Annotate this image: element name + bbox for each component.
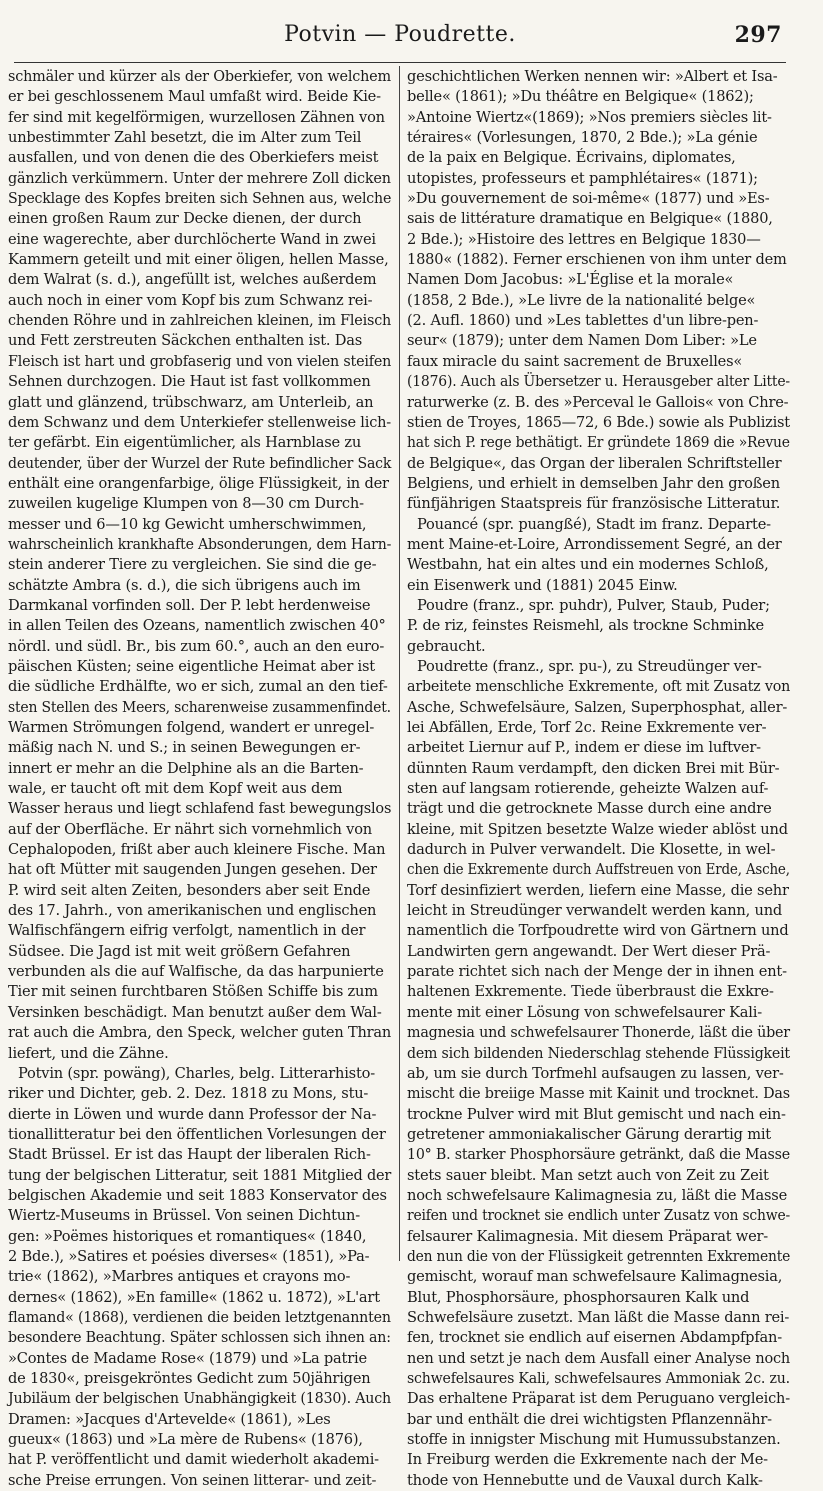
text-line: gänzlich verkümmern. Unter der mehrere Zoll dicken	[8, 169, 391, 187]
text-line: stien de Troyes, 1865—72, 6 Bde.) sowie als Publizist	[407, 413, 790, 431]
text-line: (1858, 2 Bde.), »Le livre de la nationalité belge«	[407, 291, 756, 309]
text-line: Landwirten gern angewandt. Der Wert dieser Prä-	[407, 942, 771, 960]
text-line: chenden Röhre und in zahlreichen kleinen, im Fleisch	[8, 312, 392, 330]
text-line: raturwerke (z. B. des »Perceval le Gallois« von Chre-	[407, 393, 789, 411]
text-line: liefert, und die Zähne.	[8, 1044, 169, 1062]
text-line: »Du gouvernement de soi-même« (1877) und »Es-	[407, 190, 770, 208]
text-line: Blut, Phosphorsäure, phosphorsauren Kalk und	[407, 1288, 750, 1306]
header-rule	[14, 62, 786, 63]
text-line: gen: »Poëmes historiques et romantiques« (1840,	[8, 1227, 367, 1245]
text-line: seur« (1879); unter dem Namen Dom Liber: »Le	[407, 332, 757, 350]
text-line: bar und enthält die drei wichtigsten Pflanzennähr-	[407, 1410, 772, 1428]
text-line: Jubiläum der belgischen Unabhängigkeit (1830). Auch	[8, 1390, 392, 1408]
text-line: hat P. veröffentlicht und damit wiederholt akademi-	[8, 1451, 379, 1469]
text-line: auch noch in einer vom Kopf bis zum Schwanz rei-	[8, 291, 373, 309]
text-line: Tier mit seinen furchtbaren Stößen Schiffe bis zum	[8, 983, 378, 1001]
text-line: leicht in Streudünger verwandelt werden kann, und	[407, 902, 783, 920]
text-line: Torf desinfiziert werden, liefern eine Masse, die sehr	[407, 881, 789, 899]
text-line: flamand« (1868), verdienen die beiden letztgenannten	[8, 1308, 391, 1326]
text-line: glatt und glänzend, trübschwarz, am Unterleib, an	[8, 393, 374, 411]
text-line: ein Eisenwerk und (1881) 2045 Einw.	[407, 576, 678, 594]
text-line: nen und setzt je nach dem Ausfall einer Analyse noch	[407, 1349, 791, 1367]
text-line: stets sauer bleibt. Man setzt auch von Zeit zu Zeit	[407, 1166, 769, 1184]
text-line: Pouancé (spr. puangßé), Stadt im franz. Departe-	[417, 515, 771, 533]
text-line: sten auf langsam rotierende, geheizte Walzen auf-	[407, 780, 769, 798]
text-line: (2. Aufl. 1860) und »Les tablettes d'un libre-pen-	[407, 312, 759, 330]
text-line: dernes« (1862), »En famille« (1862 u. 1872), »L'art	[8, 1288, 380, 1306]
text-line: messer und 6—10 kg Gewicht umherschwimmen,	[8, 515, 367, 533]
text-line: dierte in Löwen und wurde dann Professor der Na-	[8, 1105, 377, 1123]
text-line: Asche, Schwefelsäure, Salzen, Superphosphat, aller-	[407, 698, 788, 716]
text-line: schätzte Ambra (s. d.), die sich übrigens auch im	[8, 576, 361, 594]
text-line: unbestimmter Zahl besetzt, die im Alter zum Teil	[8, 129, 362, 147]
text-line: fer sind mit kegelförmigen, wurzellosen Zähnen von	[8, 108, 385, 126]
left-column	[8, 67, 392, 1489]
text-line: téraires« (Vorlesungen, 1870, 2 Bde.); »La génie	[407, 129, 758, 147]
text-line: fen, trocknet sie endlich auf eisernen Abdampfpfan-	[407, 1329, 782, 1347]
text-line: zuweilen kugelige Klumpen von 8—30 cm Durch-	[8, 495, 364, 513]
text-line: de 1830«, preisgekröntes Gedicht zum 50jährigen	[8, 1370, 371, 1387]
text-line: wale, er taucht oft mit dem Kopf weit aus dem	[8, 780, 343, 798]
text-line: trie« (1862), »Marbres antiques et crayons mo-	[8, 1268, 351, 1286]
text-line: trockne Pulver wird mit Blut gemischt und nach ein-	[407, 1105, 786, 1123]
text-line: Specklage des Kopfes breiten sich Sehnen aus, welche	[8, 190, 392, 208]
text-line: tionallitteratur bei den öffentlichen Vorlesungen der	[8, 1125, 386, 1143]
text-line: arbeitet Liernur auf P., indem er diese im luftver-	[407, 739, 761, 757]
right-column	[407, 67, 791, 1489]
text-line: rat auch die Ambra, den Speck, welcher guten Thran	[8, 1024, 392, 1042]
text-line: »Antoine Wiertz«(1869); »Nos premiers siècles lit-	[407, 108, 772, 126]
text-line: 2 Bde.); »Histoire des lettres en Belgique 1830—	[407, 230, 761, 248]
text-line: Fleisch ist hart und grobfaserig und von vielen steifen	[8, 352, 392, 370]
text-line: mischt die breiige Masse mit Kainit und trocknet. Das	[407, 1085, 790, 1103]
text-line: trägt und die getrocknete Masse durch eine andre	[407, 800, 772, 818]
text-line: tung der belgischen Litteratur, seit 1881 Mitglied der	[8, 1166, 392, 1184]
text-line: Darmkanal vorfinden soll. Der P. lebt herdenweise	[8, 596, 371, 614]
text-line: nördl. und südl. Br., bis zum 60.°, auch an den euro-	[8, 637, 385, 655]
text-line: 10° B. starker Phosphorsäure getränkt, daß die Masse	[407, 1146, 790, 1164]
text-line: reifen und trocknet sie endlich unter Zusatz von schwe-	[407, 1207, 790, 1225]
text-line: arbeitete menschliche Exkremente, oft mit Zusatz von	[407, 678, 791, 696]
text-line: namentlich die Torfpoudrette wird von Gärtnern und	[407, 922, 789, 940]
text-line: deutender, über der Wurzel der Rute befindlicher Sack	[8, 454, 392, 472]
text-line: auf der Oberfläche. Er nährt sich vornehmlich von	[8, 820, 372, 838]
text-line: chen die Exkremente durch Auffstreuen von Erde, Asche,	[407, 861, 790, 879]
text-line: lei Abfällen, Erde, Torf 2c. Reine Exkremente ver-	[407, 719, 767, 736]
text-line: magnesia und schwefelsaurer Thonerde, läßt die über	[407, 1024, 790, 1042]
text-line: Dramen: »Jacques d'Artevelde« (1861), »Les	[8, 1410, 331, 1428]
text-line: P. wird seit alten Zeiten, besonders aber seit Ende	[8, 881, 371, 899]
text-line: de la paix en Belgique. Écrivains, diplomates,	[407, 149, 736, 167]
text-line: kleine, mit Spitzen besetzte Walze wieder ablöst und	[407, 820, 788, 838]
page-header	[0, 22, 800, 56]
text-line: verbunden als die auf Walfische, da das harpunierte	[8, 963, 384, 981]
page-number: 297	[734, 22, 782, 48]
text-line: gebraucht.	[407, 637, 486, 655]
text-line: wahrscheinlich krankhafte Absonderungen, dem Harn-	[8, 535, 392, 553]
text-line: dünnten Raum verdampft, den dicken Brei mit Bür-	[407, 759, 780, 777]
text-line: noch schwefelsaure Kalimagnesia zu, läßt die Masse	[407, 1186, 788, 1204]
text-line: einen großen Raum zur Decke dienen, der durch	[8, 210, 362, 228]
text-line: ausfallen, und von denen die des Oberkiefers meist	[8, 149, 379, 167]
text-line: riker und Dichter, geb. 2. Dez. 1818 zu Mons, stu-	[8, 1085, 369, 1103]
text-line: Namen Dom Jacobus: »L'Église et la morale«	[407, 271, 734, 289]
text-line: Wiertz-Museums in Brüssel. Von seinen Dichtun-	[8, 1207, 360, 1225]
text-line: mäßig nach N. und S.; in seinen Bewegungen er-	[8, 739, 361, 757]
text-line: Schwefelsäure zusetzt. Man läßt die Masse dann rei-	[407, 1308, 790, 1326]
text-line: ab, um sie durch Torfmehl aufsaugen zu lassen, ver-	[407, 1064, 784, 1082]
text-line: thode von Hennebutte und de Vauxal durch Kalk-	[407, 1471, 763, 1489]
text-line: Sehnen durchzogen. Die Haut ist fast vollkommen	[8, 373, 371, 391]
text-line: dem sich bildenden Niederschlag stehende Flüssigkeit	[407, 1044, 790, 1062]
text-line: 1880« (1882). Ferner erschienen von ihm unter dem	[407, 251, 787, 269]
text-line: stoffe in innigster Mischung mit Humussubstanzen.	[407, 1431, 781, 1449]
text-line: mente mit einer Lösung von schwefelsaurer Kali-	[407, 1003, 762, 1021]
text-line: gemischt, worauf man schwefelsaure Kalimagnesia,	[407, 1268, 783, 1286]
text-line: belle« (1861); »Du théâtre en Belgique« (1862);	[407, 88, 754, 106]
text-line: in allen Teilen des Ozeans, namentlich zwischen 40°	[8, 617, 386, 635]
text-line: Südsee. Die Jagd ist mit weit größern Gefahren	[8, 942, 351, 960]
text-line: sten Stellen des Meers, scharenweise zusammenfindet.	[8, 698, 391, 716]
running-title: Potvin — Poudrette.	[284, 22, 516, 47]
text-line: sche Preise errungen. Von seinen litterar- und zeit-	[8, 1471, 377, 1489]
text-line: dem Schwanz und dem Unterkiefer stellenweise lich-	[8, 413, 391, 431]
text-line: getretener ammoniakalischer Gärung derartig mit	[407, 1125, 771, 1143]
text-line: Versinken beschädigt. Man benutzt außer dem Wal-	[8, 1003, 382, 1021]
text-line: päischen Küsten; seine eigentliche Heimat aber ist	[8, 657, 375, 675]
text-line: Wasser heraus und liegt schlafend fast bewegungslos	[8, 800, 392, 818]
text-line: Warmen Strömungen folgend, wandert er unregel-	[8, 719, 375, 736]
text-line: er bei geschlossenem Maul umfaßt wird. Beide Kie-	[8, 88, 381, 106]
text-line: geschichtlichen Werken nennen wir: »Albert et Isa-	[407, 68, 778, 85]
text-line: Walfischfängern eifrig verfolgt, namentlich in der	[8, 922, 366, 940]
text-line: innert er mehr an die Delphine als an die Barten-	[8, 759, 364, 777]
text-line: besondere Beachtung. Später schlossen sich ihnen an:	[8, 1329, 391, 1347]
text-line: Belgiens, und erhielt in demselben Jahr den großen	[407, 474, 780, 492]
text-line: und Fett zerstreuten Säckchen enthalten ist. Das	[8, 332, 363, 350]
text-line: Kammern geteilt und mit einer öligen, hellen Masse,	[8, 251, 389, 269]
text-line: faux miracle du saint sacrement de Bruxelles«	[407, 352, 743, 370]
text-line: des 17. Jahrh., von amerikanischen und englischen	[8, 902, 377, 920]
text-line: sais de littérature dramatique en Belgique« (1880,	[407, 210, 773, 228]
column-divider	[399, 66, 400, 1261]
text-line: de Belgique«, das Organ der liberalen Schriftsteller	[407, 454, 782, 472]
text-line: schwefelsaures Kali, schwefelsaures Ammoniak 2c. zu.	[407, 1370, 790, 1387]
text-line: Poudrette (franz., spr. pu-), zu Streudünger ver-	[417, 657, 762, 675]
text-line: Poudre (franz., spr. puhdr), Pulver, Staub, Puder;	[417, 596, 770, 614]
text-line: belgischen Akademie und seit 1883 Konservator des	[8, 1186, 387, 1204]
text-line: 2 Bde.), »Satires et poésies diverses« (1851), »Pa-	[8, 1247, 370, 1265]
text-line: haltenen Exkremente. Tiede überbraust die Exkre-	[407, 983, 774, 1001]
text-line: eine wagerechte, aber durchlöcherte Wand in zwei	[8, 230, 376, 248]
text-line: (1876). Auch als Übersetzer u. Herausgeber alter Litte-	[407, 373, 790, 391]
text-line: dadurch in Pulver verwandelt. Die Klosette, in wel-	[407, 841, 776, 859]
text-line: »Contes de Madame Rose« (1879) und »La patrie	[8, 1349, 367, 1367]
text-line: fünfjährigen Staatspreis für französische Litteratur.	[407, 495, 781, 513]
text-line: ment Maine-et-Loire, Arrondissement Segré, an der	[407, 535, 782, 553]
text-line: felsaurer Kalimagnesia. Mit diesem Präparat wer-	[407, 1227, 769, 1245]
text-line: utopistes, professeurs et pamphlétaires« (1871);	[407, 169, 758, 187]
text-line: enthält eine orangenfarbige, ölige Flüssigkeit, in der	[8, 474, 389, 492]
text-line: hat oft Mütter mit saugenden Jungen gesehen. Der	[8, 861, 377, 879]
text-line: schmäler und kürzer als der Oberkiefer, von welchem	[8, 68, 391, 85]
text-line: die südliche Erdhälfte, wo er sich, zumal an den tief-	[8, 678, 388, 696]
text-line: den nun die von der Flüssigkeit getrennten Exkremente	[407, 1247, 791, 1265]
text-line: Potvin (spr. powäng), Charles, belg. Litterarhisto-	[18, 1064, 375, 1082]
text-line: Stadt Brüssel. Er ist das Haupt der liberalen Rich-	[8, 1146, 371, 1164]
text-line: stein anderer Tiere zu vergleichen. Sie sind die ge-	[8, 556, 377, 574]
text-line: parate richtet sich nach der Menge der in ihnen ent-	[407, 963, 787, 981]
text-line: Westbahn, hat ein altes und ein modernes Schloß,	[407, 556, 769, 574]
text-line: hat sich P. rege bethätigt. Er gründete 1869 die »Revue	[407, 434, 790, 452]
text-line: dem Walrat (s. d.), angefüllt ist, welches außerdem	[8, 271, 377, 289]
text-line: P. de riz, feinstes Reismehl, als trockne Schminke	[407, 617, 764, 635]
text-line: Cephalopoden, frißt aber auch kleinere Fische. Man	[8, 841, 386, 859]
text-line: Das erhaltene Präparat ist dem Peruguano vergleich-	[407, 1390, 790, 1408]
text-line: In Freiburg werden die Exkremente nach der Me-	[407, 1451, 768, 1469]
text-line: ter gefärbt. Ein eigentümlicher, als Harnblase zu	[8, 434, 362, 452]
text-line: gueux« (1863) und »La mère de Rubens« (1876),	[8, 1431, 363, 1449]
